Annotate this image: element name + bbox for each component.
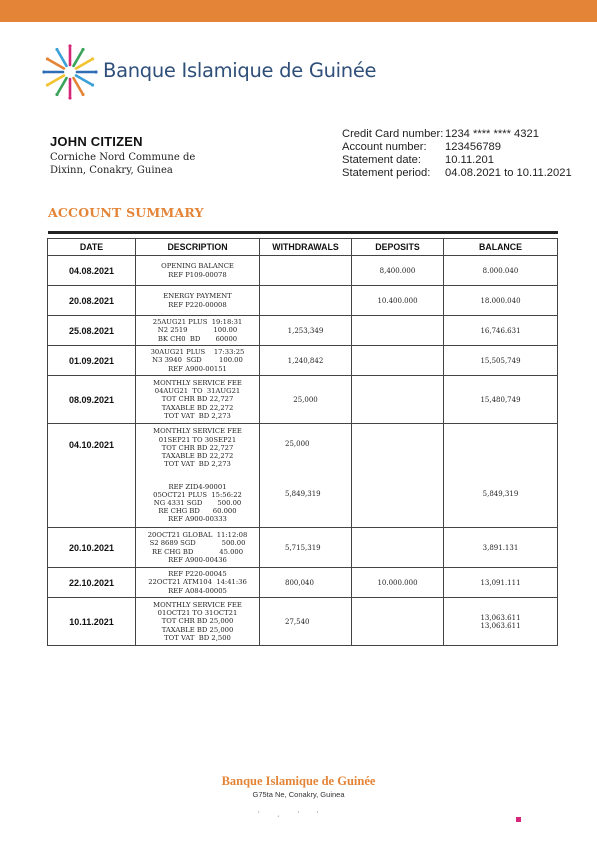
- account-info-block: [342, 128, 572, 180]
- balance-amount: 13,063.611: [480, 621, 521, 630]
- row-withdrawal: 25,000: [260, 376, 352, 424]
- row-deposit: [352, 528, 444, 568]
- table-row: [48, 286, 558, 316]
- table-row: [48, 346, 558, 376]
- row-date: 04.10.2021: [48, 424, 136, 528]
- table-row: [48, 256, 558, 286]
- description-line: REF A900-00151: [168, 364, 227, 373]
- customer-address-block: [50, 134, 195, 177]
- bank-sunburst-logo-icon: [42, 44, 98, 100]
- column-header-date: DATE: [48, 239, 136, 256]
- account-number-value: 123456789: [445, 141, 501, 153]
- description-line: TAXABLE BD 22,272: [161, 452, 234, 461]
- description-line: REF P220-00045: [168, 570, 227, 579]
- credit-card-value: 1234 **** **** 4321: [445, 128, 539, 140]
- withdrawal-amount: 25,000: [285, 440, 310, 448]
- row-deposit: [352, 346, 444, 376]
- description-line: NG 4331 SGD 500.00: [153, 498, 242, 507]
- row-description: [136, 346, 260, 376]
- row-deposit: [352, 598, 444, 646]
- description-line: 01SEP21 TO 30SEP21: [158, 435, 237, 444]
- description-line: REF P109-00078: [168, 270, 227, 279]
- table-row: [48, 568, 558, 598]
- description-line: RE CHG BD 60.000: [158, 507, 237, 516]
- table-row: [48, 528, 558, 568]
- row-withdrawal: [260, 256, 352, 286]
- row-balance: [444, 598, 558, 646]
- statement-date-value: 10.11.201: [445, 154, 494, 166]
- description-line: 30AUG21 PLUS 17:33:25: [150, 348, 245, 357]
- description-line: S2 8689 SGD 500.00: [149, 539, 246, 548]
- credit-card-label: Credit Card number:: [342, 128, 444, 140]
- description-line: REF A900-00333: [168, 515, 227, 524]
- balance-amount: [444, 440, 557, 448]
- row-description: [136, 528, 260, 568]
- row-date: 08.09.2021: [48, 376, 136, 424]
- balance-amount: 13,063.611: [480, 613, 521, 622]
- top-accent-band: [0, 0, 597, 22]
- row-withdrawal: [260, 286, 352, 316]
- row-withdrawal: 1,253,349: [260, 316, 352, 346]
- customer-name: JOHN CITIZEN: [50, 134, 143, 149]
- description-line: REF P220-00008: [168, 300, 227, 309]
- row-balance: 3,891.131: [444, 528, 558, 568]
- row-balance: 13,091.111: [444, 568, 558, 598]
- column-header-description: DESCRIPTION: [136, 239, 260, 256]
- table-row: [48, 598, 558, 646]
- row-date: 10.11.2021: [48, 598, 136, 646]
- transactions-table: [47, 238, 558, 646]
- row-deposit: 10.400.000: [352, 286, 444, 316]
- description-line: 01OCT21 TO 31OCT21: [157, 609, 238, 618]
- row-withdrawal: 800,040: [260, 568, 352, 598]
- row-date: 01.09.2021: [48, 346, 136, 376]
- row-balance: 18.000.040: [444, 286, 558, 316]
- row-deposit: 10.000.000: [352, 568, 444, 598]
- row-deposit: 8,400.000: [352, 256, 444, 286]
- row-withdrawal: 27,540: [260, 598, 352, 646]
- description-line: TOT CHR BD 22,727: [161, 395, 234, 404]
- row-description: [136, 568, 260, 598]
- row-date: 20.10.2021: [48, 528, 136, 568]
- statement-period-row: [342, 167, 572, 180]
- description-line: 04AUG21 TO 31AUG21: [154, 387, 241, 396]
- row-description: [136, 316, 260, 346]
- row-deposit: [352, 316, 444, 346]
- table-header-row: [48, 239, 558, 256]
- description-line: TOT VAT BD 2,273: [164, 411, 231, 420]
- transactions-table-wrap: [47, 238, 558, 646]
- row-withdrawal: 1,240,842: [260, 346, 352, 376]
- customer-address-line: Dixinn, Conakry, Guinea: [50, 165, 173, 176]
- description-line: BK CH0 BD 60000: [157, 334, 238, 343]
- description-line: MONTHLY SERVICE FEE: [153, 378, 242, 387]
- table-row: [48, 316, 558, 346]
- description-line: TAXABLE BD 25,000: [161, 625, 234, 634]
- table-row: [48, 376, 558, 424]
- row-date: 20.08.2021: [48, 286, 136, 316]
- bank-name: Banque Islamique de Guinée: [103, 59, 377, 82]
- withdrawal-amount: 5,849,319: [285, 490, 321, 498]
- account-number-row: [342, 141, 572, 154]
- statement-period-value: 04.08.2021 to 10.11.2021: [445, 167, 572, 179]
- row-balance: 15,505,749: [444, 346, 558, 376]
- description-line: OPENING BALANCE: [161, 262, 234, 271]
- description-line: TOT VAT BD 2,500: [164, 633, 231, 642]
- footer-address: G75ta Ne, Conakry, Guinea: [252, 790, 345, 799]
- table-row: [48, 424, 558, 528]
- decorative-square: [516, 817, 521, 822]
- description-line: 05OCT21 PLUS 15:56:22: [153, 490, 242, 499]
- credit-card-row: [342, 128, 572, 141]
- row-date: 22.10.2021: [48, 568, 136, 598]
- description-line: MONTHLY SERVICE FEE: [153, 427, 242, 436]
- description-line: TOT CHR BD 22,727: [161, 443, 234, 452]
- statement-date-label: Statement date:: [342, 154, 421, 166]
- row-balance: 16,746.631: [444, 316, 558, 346]
- account-number-label: Account number:: [342, 141, 427, 153]
- description-line: ENERGY PAYMENT: [163, 292, 232, 301]
- row-description: [136, 598, 260, 646]
- description-line: REF A900-00436: [168, 555, 227, 564]
- footer: [0, 774, 597, 799]
- row-deposit: [352, 376, 444, 424]
- row-withdrawal: 5,715,319: [260, 528, 352, 568]
- row-description: [136, 286, 260, 316]
- description-line: 25AUG21 PLUS 19:18:31: [152, 318, 243, 327]
- footer-bank-name: Banque Islamique de Guinée: [221, 774, 376, 788]
- description-line: 22OCT21 ATM104 14:41:36: [148, 578, 247, 587]
- description-line: TOT VAT BD 2,273: [164, 460, 231, 469]
- description-line: REF ZID4-90001: [168, 482, 227, 491]
- statement-period-label: Statement period:: [342, 167, 431, 179]
- balance-amount: 5,849,319: [482, 490, 519, 498]
- column-header-balance: BALANCE: [444, 239, 558, 256]
- row-balance: 8.000.040: [444, 256, 558, 286]
- column-header-deposits: DEPOSITS: [352, 239, 444, 256]
- row-date: 04.08.2021: [48, 256, 136, 286]
- description-line: RE CHG BD 45.000: [151, 547, 244, 556]
- row-withdrawal: [260, 424, 352, 528]
- row-description: [136, 376, 260, 424]
- footer-decorative-marks: ' , ' ': [258, 811, 327, 818]
- row-description: [136, 424, 260, 528]
- description-line: N3 3940 SGD 100.00: [152, 356, 243, 365]
- row-balance: 15,480,749: [444, 376, 558, 424]
- description-line: N2 2519 100.00: [157, 326, 238, 335]
- description-line: TOT CHR BD 25,000: [161, 617, 234, 626]
- row-description: [136, 256, 260, 286]
- row-date: 25.08.2021: [48, 316, 136, 346]
- column-header-withdrawals: WITHDRAWALS: [260, 239, 352, 256]
- account-summary-title: ACCOUNT SUMMARY: [48, 205, 204, 220]
- section-divider: [48, 231, 558, 234]
- description-line: 20OCT21 GLOBAL 11:12:08: [147, 531, 248, 540]
- row-deposit: [352, 424, 444, 528]
- description-line: TAXABLE BD 22,272: [161, 403, 234, 412]
- row-balance: [444, 424, 558, 528]
- statement-date-row: [342, 154, 572, 167]
- description-line: REF A084-00005: [168, 586, 227, 595]
- description-line: MONTHLY SERVICE FEE: [153, 600, 242, 609]
- customer-address-line: Corniche Nord Commune de: [50, 152, 196, 163]
